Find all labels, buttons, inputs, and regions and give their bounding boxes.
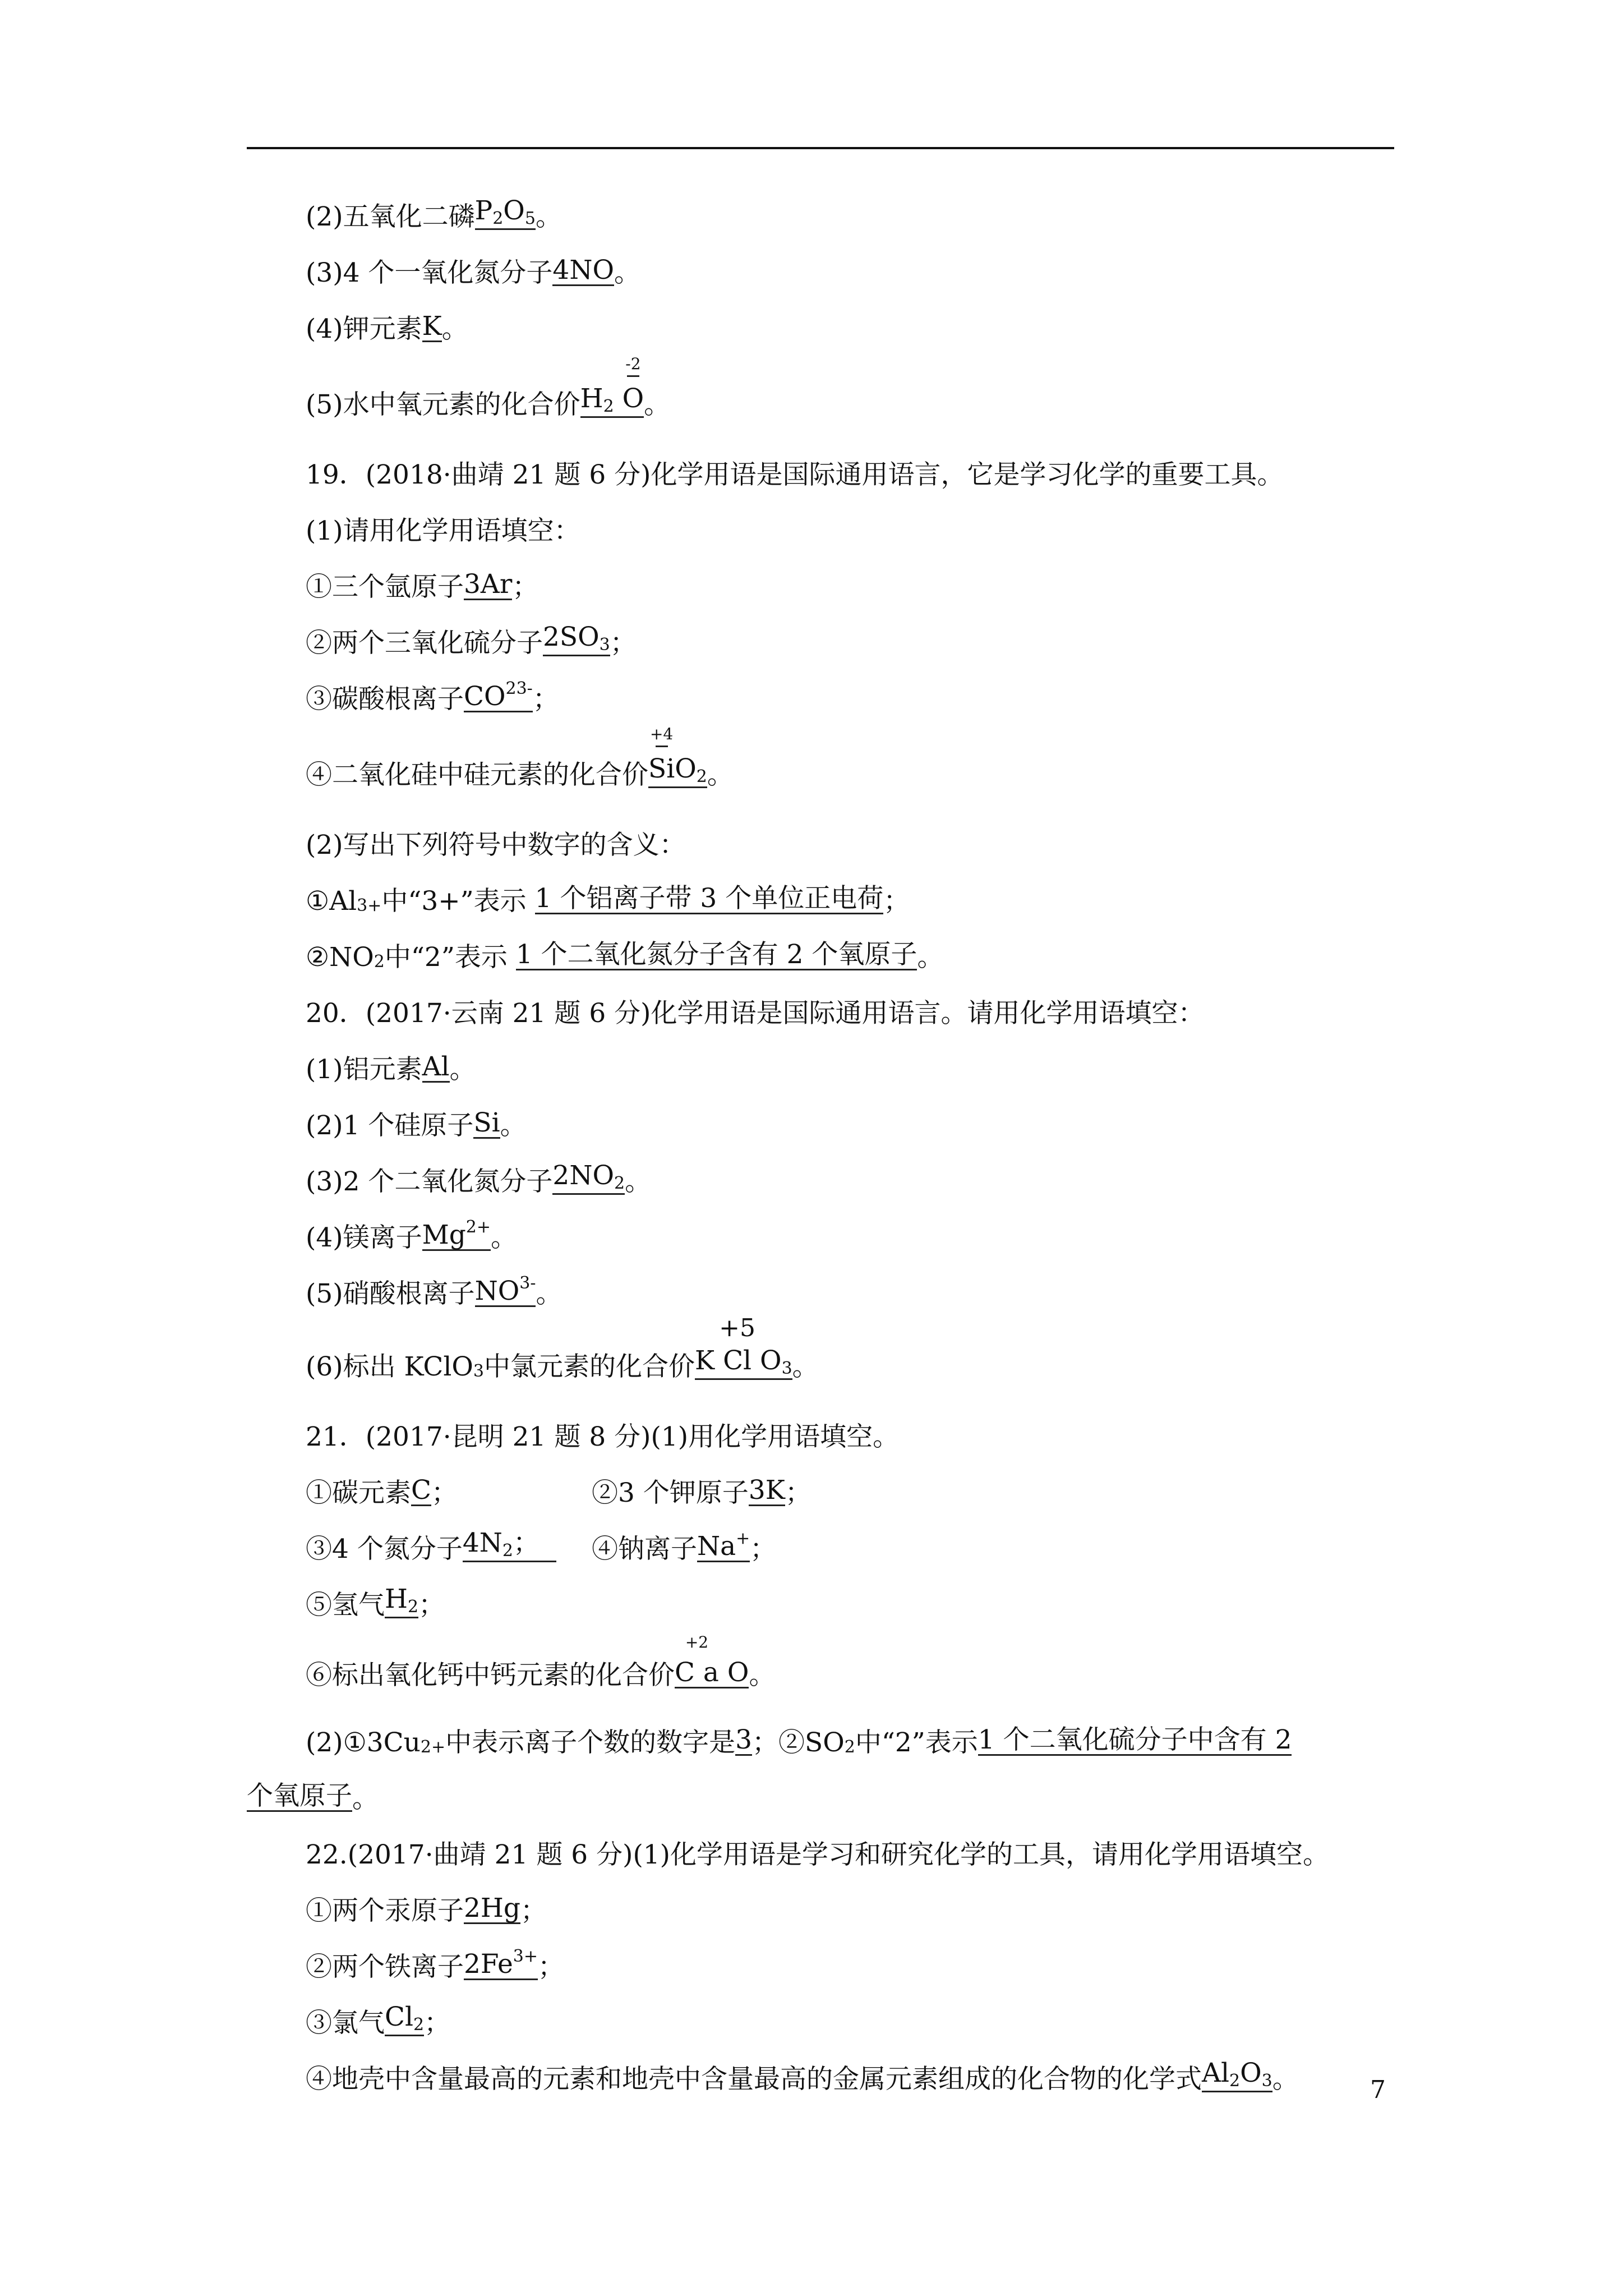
answer <box>697 1530 750 1562</box>
header-rule <box>247 147 1394 149</box>
item-label: ③4 个氮分子 <box>306 1534 463 1565</box>
symbol-text: (2)①3Cu <box>306 1727 421 1758</box>
valence-label: +4 <box>649 725 674 743</box>
subscript: 2 <box>492 209 504 228</box>
item-label: (5)水中氧元素的化合价 <box>306 389 580 420</box>
punct: ； <box>418 1590 445 1621</box>
subscript: 5 <box>524 209 536 228</box>
q21-item-5 <box>306 1584 445 1621</box>
answer <box>475 197 536 230</box>
item-label: ②3 个钾原子 <box>592 1478 749 1508</box>
valence-label: +2 <box>685 1633 709 1651</box>
punct: ； <box>424 2008 451 2039</box>
answer: 3Ar <box>464 569 513 600</box>
answer-text: O <box>760 1345 782 1376</box>
q21-part2-line1 <box>306 1722 1292 1756</box>
q21-item-1 <box>306 1473 458 1506</box>
punct: 。 <box>644 389 671 420</box>
q19-item-4 <box>306 725 734 790</box>
answer: 1 个二氧化氮分子含有 2 个氧原子 <box>515 939 917 970</box>
answer-text: O <box>622 383 644 414</box>
answer: 2Hg <box>464 1893 520 1924</box>
answer <box>675 1633 749 1688</box>
prev-item-5 <box>306 355 671 420</box>
punct: 。 <box>491 1222 518 1253</box>
answer: 个氧原子 <box>247 1780 352 1811</box>
superscript: 3- <box>519 1273 536 1293</box>
item-label: 中“2”表示 <box>384 942 508 973</box>
answer <box>475 1275 536 1307</box>
superscript: 2+ <box>465 1217 491 1237</box>
answer-text: C <box>675 1657 695 1688</box>
punct: ； <box>512 572 539 602</box>
item-label: ⑥标出氧化钙中钙元素的化合价 <box>306 1660 675 1691</box>
answer-text: O <box>1240 2058 1262 2088</box>
item-label: ①碳元素 <box>306 1478 411 1508</box>
item-label: ③碳酸根离子 <box>306 684 464 715</box>
superscript: 23- <box>505 679 533 698</box>
page-number: 7 <box>1370 2076 1386 2104</box>
item-label: (5)硝酸根离子 <box>306 1278 475 1309</box>
item-label: ②两个三氧化硫分子 <box>306 628 543 659</box>
answer-text: Al <box>1202 2058 1229 2088</box>
answer-text: H <box>385 1584 408 1614</box>
q20-item-1 <box>306 1049 476 1083</box>
answer-text: Na <box>697 1531 736 1562</box>
punct: ； <box>883 886 910 917</box>
punct: 。 <box>625 1166 652 1197</box>
item-label: 中“3+”表示 <box>381 886 527 917</box>
punct: ； <box>538 1952 564 1982</box>
q21-item-2 <box>592 1473 811 1506</box>
item-label: ②两个铁离子 <box>306 1952 464 1982</box>
subscript: 2 <box>844 1737 855 1757</box>
answer-text: Cl <box>385 2001 413 2032</box>
q21-part2-line2 <box>247 1778 379 1812</box>
subscript: 3 <box>781 1359 792 1378</box>
answer <box>464 1948 538 1980</box>
subscript: 2 <box>1229 2071 1241 2091</box>
answer-text: Cl <box>723 1345 752 1376</box>
prev-item-3 <box>306 252 640 286</box>
subscript: 2 <box>413 2015 425 2035</box>
answer-text: a <box>703 1657 719 1688</box>
symbol-text: ①Al <box>306 886 357 917</box>
item-label: (6)标出 KClO <box>306 1351 473 1382</box>
superscript: + <box>736 1529 750 1548</box>
item-label: 中“2”表示 <box>855 1727 978 1758</box>
q21-item-3 <box>306 1527 556 1565</box>
punct: ； <box>750 1534 777 1565</box>
answer-text: NO <box>474 1276 520 1306</box>
punct: 。 <box>749 1660 776 1691</box>
answer-text: 2NO <box>552 1160 614 1191</box>
subscript: 2 <box>374 952 385 972</box>
q22-item-3 <box>306 2001 451 2039</box>
superscript: 3+ <box>357 896 382 915</box>
punct: 。 <box>792 1351 819 1382</box>
subscript: 2 <box>614 1174 625 1193</box>
subscript: 2 <box>408 1597 419 1617</box>
punct: 。 <box>449 1054 476 1085</box>
punct: 。 <box>535 201 562 232</box>
symbol-text: ②NO <box>306 942 374 973</box>
answer-text: Si <box>648 753 675 784</box>
valence-label: +5 <box>719 1314 755 1342</box>
answer: 3K <box>748 1475 785 1506</box>
q19-item-1 <box>306 567 538 600</box>
answer-text: 2SO <box>543 622 600 652</box>
punct: ； <box>785 1478 811 1508</box>
answer-text: P <box>474 195 493 226</box>
answer-text: 4N <box>462 1527 502 1558</box>
q22-item-2 <box>306 1947 564 1980</box>
q19-part2: (2)写出下列符号中数字的含义： <box>306 830 686 861</box>
item-label: (1)铝元素 <box>306 1054 422 1085</box>
answer-text: CO <box>464 681 506 712</box>
subscript: 2 <box>603 397 614 416</box>
answer-text: O <box>675 753 697 784</box>
valence-marked-element <box>719 1314 755 1376</box>
answer-text: Mg <box>422 1220 466 1250</box>
symbol-text: ；②SO <box>752 1727 845 1758</box>
answer <box>385 2001 425 2036</box>
q21-item-4 <box>592 1529 777 1565</box>
prev-item-4 <box>306 309 468 342</box>
answer: Al <box>422 1051 450 1082</box>
subscript: 2 <box>502 1541 513 1561</box>
answer: 1 个二氧化硫分子中含有 2 <box>978 1724 1292 1755</box>
answer <box>552 1162 625 1195</box>
item-label: ④地壳中含量最高的元素和地壳中含量最高的金属元素组成的化合物的化学式 <box>306 2064 1202 2095</box>
prev-item-2 <box>306 196 562 230</box>
q19-item-2 <box>306 622 637 659</box>
superscript: 2+ <box>420 1737 446 1757</box>
item-label: (4)镁离子 <box>306 1222 422 1253</box>
answer-text: H <box>580 383 603 414</box>
punct: 。 <box>614 257 640 288</box>
item-label: 中表示离子个数的数字是 <box>445 1727 736 1758</box>
superscript: 3+ <box>513 1947 538 1966</box>
punct: ； <box>520 1895 547 1926</box>
q20-item-5 <box>306 1273 562 1307</box>
valence-bar <box>656 746 668 747</box>
item-label: 中氯元素的化合价 <box>483 1351 695 1382</box>
answer <box>580 355 644 418</box>
subscript: 3 <box>1261 2071 1272 2091</box>
item-label: (2)五氧化二磷 <box>306 201 475 232</box>
answer <box>648 725 707 788</box>
answer <box>464 680 533 712</box>
answer: 4NO <box>552 255 614 286</box>
q19-item-3 <box>306 679 559 715</box>
q19-title: 19．(2018·曲靖 21 题 6 分)化学用语是国际通用语言，它是学习化学的重要工具。 <box>306 459 1284 490</box>
answer <box>422 1219 491 1251</box>
answer: K <box>422 311 442 342</box>
item-label: (3)4 个一氧化氮分子 <box>306 257 553 288</box>
subscript: 2 <box>696 767 707 786</box>
q19-part1: (1)请用化学用语填空： <box>306 516 580 546</box>
answer-text: O <box>727 1657 749 1688</box>
q22-item-1 <box>306 1890 547 1924</box>
q21-item-6 <box>306 1633 776 1691</box>
item-label: (3)2 个二氧化氮分子 <box>306 1166 553 1197</box>
answer <box>694 1314 792 1380</box>
punct: 。 <box>441 314 468 344</box>
answer-text: O <box>503 195 525 226</box>
answer: C <box>411 1475 431 1506</box>
subscript: 3 <box>473 1361 484 1381</box>
answer <box>462 1527 556 1562</box>
punct: 。 <box>707 760 734 790</box>
punct: 。 <box>500 1110 527 1141</box>
q19-meaning-1 <box>306 881 910 917</box>
item-label: ④钠离子 <box>592 1534 697 1565</box>
q20-item-3 <box>306 1161 651 1195</box>
item-label: ①三个氩原子 <box>306 572 464 602</box>
answer-text: 2Fe <box>464 1949 513 1980</box>
punct: 。 <box>1272 2064 1299 2095</box>
q20-item-6 <box>306 1314 819 1382</box>
subscript: 3 <box>599 635 610 655</box>
q20-item-4 <box>306 1217 517 1251</box>
valence-marked-element <box>648 725 675 784</box>
punct: 。 <box>917 942 944 973</box>
valence-marked-element <box>622 355 644 414</box>
answer-text: K <box>694 1345 715 1376</box>
answer-text: ； <box>513 1527 540 1558</box>
answer: 1 个铝离子带 3 个单位正电荷 <box>534 883 884 914</box>
answer <box>543 624 610 656</box>
punct: ； <box>431 1478 458 1508</box>
valence-bar <box>627 375 639 377</box>
answer: Si <box>473 1107 500 1138</box>
item-label: ①两个汞原子 <box>306 1895 464 1926</box>
item-label: (2)1 个硅原子 <box>306 1110 474 1141</box>
item-label: ④二氧化硅中硅元素的化合价 <box>306 760 648 790</box>
q21-title: 21．(2017·昆明 21 题 8 分)(1)用化学用语填空。 <box>306 1421 900 1452</box>
valence-label: -2 <box>625 355 641 373</box>
punct: 。 <box>536 1278 562 1309</box>
q19-meaning-2 <box>306 937 944 973</box>
answer <box>1202 2060 1272 2092</box>
q22-title: 22.(2017·曲靖 21 题 6 分)(1)化学用语是学习和研究化学的工具，请用化学用语填空。 <box>306 1839 1330 1870</box>
answer <box>385 1586 418 1618</box>
q20-title: 20．(2017·云南 21 题 6 分)化学用语是国际通用语言。请用化学用语填空： <box>306 998 1205 1029</box>
punct: ； <box>610 628 637 659</box>
punct: ； <box>532 684 559 715</box>
q22-item-4 <box>306 2058 1299 2095</box>
valence-marked-element <box>675 1633 719 1688</box>
punct: 。 <box>352 1783 379 1814</box>
item-label: ③氯气 <box>306 2008 385 2039</box>
item-label: ⑤氢气 <box>306 1590 385 1621</box>
item-label: (4)钾元素 <box>306 314 422 344</box>
q20-item-2 <box>306 1105 527 1139</box>
answer: 3 <box>735 1724 752 1755</box>
